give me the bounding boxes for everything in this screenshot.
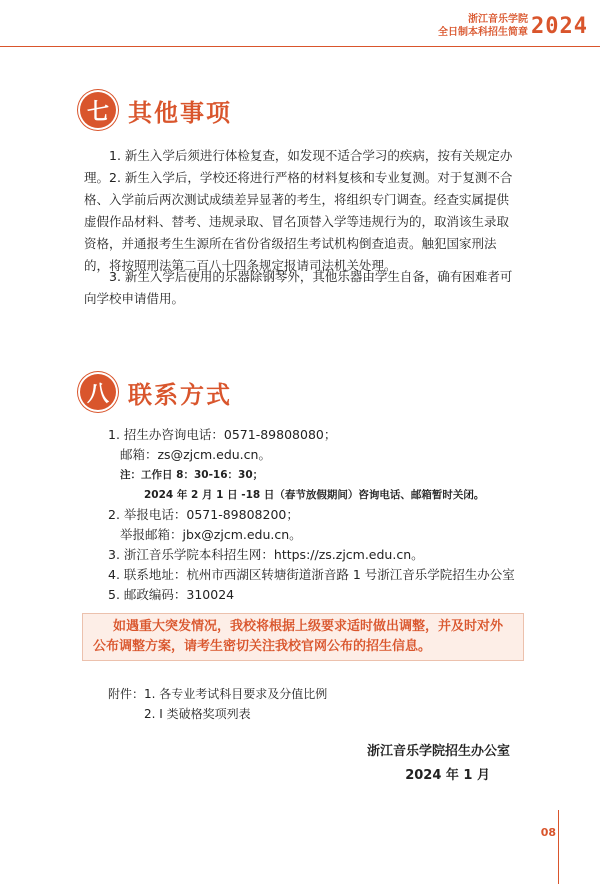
contact-note-hours: 注：工作日 8：30-16：30； (120, 469, 264, 481)
header-subtitle: 全日制本科招生简章 (438, 27, 528, 38)
section-7-item-1: 1. 新生入学后须进行体检复查，如发现不适合学习的疾病，按有关规定办理。 (84, 148, 513, 185)
attachments-label: 附件： (108, 687, 145, 701)
contact-list (108, 425, 515, 605)
section-8-number-badge: 八 (80, 374, 116, 410)
section-7-heading (80, 92, 232, 128)
page-number: 08 (540, 826, 556, 839)
notice-box (82, 613, 524, 661)
contact-report-phone: 2. 举报电话：0571-89808200； (108, 507, 299, 522)
section-8-heading (80, 374, 232, 410)
section-7-item-2: 2. 新生入学后，学校还将进行严格的材料复核和专业复测。对于复测不合格、入学前后两次测试成绩差异显著的考生，将组织专门调查。经查实属提供虚假作品材料、替考、违规录取、冒名顶替入学等违规行为的，取消该生录取资格，并通报考生生源所在省份省级招生考试机构倒查追责。触犯国家刑法的，将按照刑法第二百八十四条规定报请司法机关处理。 (84, 170, 513, 273)
signature-block (367, 740, 510, 788)
contact-email: 邮箱：zs@zjcm.edu.cn。 (120, 447, 271, 462)
signature-org: 浙江音乐学院招生办公室 (366, 744, 510, 759)
page-edge-rule (558, 810, 559, 884)
header-divider (0, 46, 600, 47)
notice-text: 如遇重大突发情况，我校将根据上级要求适时做出调整，并及时对外公布调整方案，请考生密切关注我校官网公布的招生信息。 (93, 619, 504, 654)
contact-website: 3. 浙江音乐学院本科招生网：https://zs.zjcm.edu.cn。 (108, 547, 424, 562)
contact-note-holiday: 2024 年 2 月 1 日 -18 日（春节放假期间）咨询电话、邮箱暂时关闭。 (144, 489, 485, 501)
contact-phone: 1. 招生办咨询电话：0571-89808080； (108, 427, 337, 442)
contact-report-email: 举报邮箱：jbx@zjcm.edu.cn。 (120, 527, 302, 542)
section-8-title: 联系方式 (128, 379, 232, 409)
contact-address: 4. 联系地址：杭州市西湖区转塘街道浙音路 1 号浙江音乐学院招生办公室 (108, 567, 515, 582)
signature-date: 2024 年 1 月 (405, 768, 490, 783)
header-school: 浙江音乐学院 (468, 14, 528, 25)
section-7-title: 其他事项 (128, 97, 232, 127)
page-header (0, 0, 600, 46)
section-7-item-3: 3. 新生入学后使用的乐器除钢琴外，其他乐器由学生自备，确有困难者可向学校申请借用。 (84, 269, 513, 306)
attachment-item-2: 2. I 类破格奖项列表 (144, 707, 251, 721)
attachment-row-1 (108, 684, 327, 704)
section-7-number-badge: 七 (80, 92, 116, 128)
attachments (108, 684, 327, 724)
header-year: 2024 (531, 14, 588, 39)
contact-postcode: 5. 邮政编码：310024 (108, 587, 235, 602)
attachment-item-1: 1. 各专业考试科目要求及分值比例 (144, 687, 328, 701)
